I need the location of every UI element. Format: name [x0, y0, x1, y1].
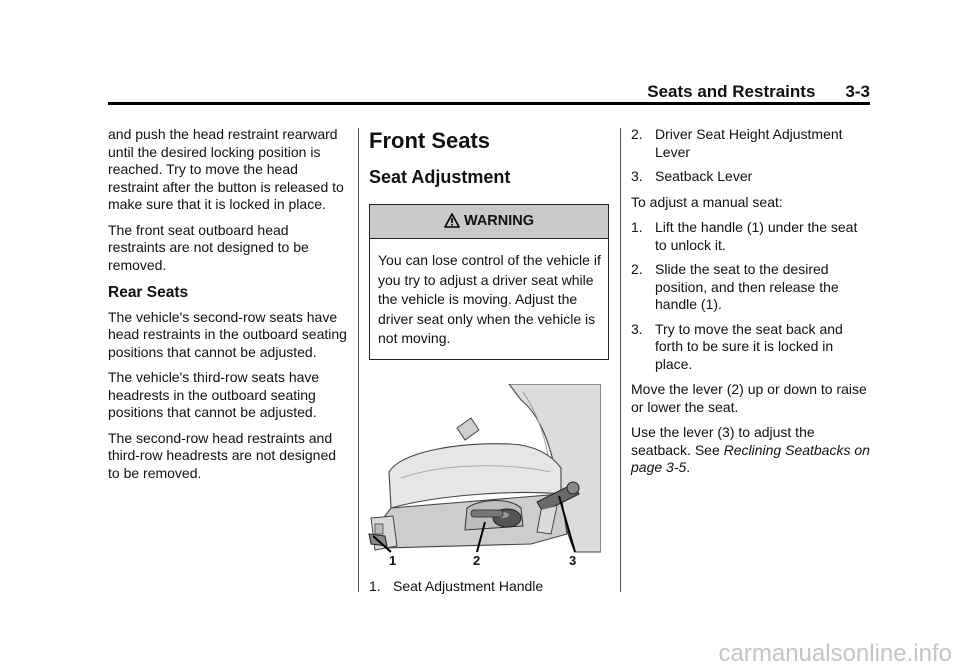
header-title: Seats and Restraints — [647, 82, 816, 101]
outboard-paragraph: The front seat outboard head restraints are not designed to be removed. — [108, 221, 309, 273]
second-row-paragraph: The vehicle's second-row seats have head restraints in the outboard seating positions that cannot be adjusted. — [108, 308, 347, 360]
seatback-lever-paragraph: Use the lever (3) to adjust the seatback. See Reclining Seatbacks on page 3-5. — [631, 424, 870, 475]
seat-illustration — [361, 384, 601, 570]
list-item: 3. Seatback Lever — [631, 168, 753, 184]
list-item: 2. Slide the seat to the desired position, and then release the handle (1). — [631, 261, 839, 312]
adjust-steps — [631, 219, 871, 373]
height-lever-paragraph: Move the lever (2) up or down to raise or lower the seat. — [631, 381, 867, 415]
column-2 — [369, 126, 609, 603]
warning-header — [370, 205, 608, 239]
page-number: 3-3 — [845, 82, 870, 101]
column-3 — [631, 126, 871, 485]
header-rule — [108, 102, 870, 105]
seat-figure — [361, 384, 601, 570]
third-row-paragraph: The vehicle's third-row seats have headrests in the outboard seating positions that cannot be adjusted. — [108, 369, 320, 420]
head-restraint-paragraph: and push the head restraint rearward until the desired locking position is reached. Try to move the head restraint after the button is released to make sure that it is locked in place. — [108, 126, 344, 212]
list-item: 1. Lift the handle (1) under the seat to unlock it. — [631, 219, 858, 253]
warning-title: WARNING — [463, 213, 535, 229]
list-item: 1. Seat Adjustment Handle — [369, 577, 544, 594]
list-item: 2. Driver Seat Height Adjustment Lever — [631, 126, 843, 160]
figure-legend-continued — [631, 126, 871, 186]
column-divider-1 — [358, 128, 359, 592]
removal-paragraph: The second-row head restraints and third-row headrests are not designed to be removed. — [108, 429, 337, 481]
warning-box — [369, 204, 609, 360]
rear-seats-heading: Rear Seats — [108, 284, 189, 301]
list-item: 3. Try to move the seat back and forth to be sure it is locked in place. — [631, 320, 843, 372]
subsection-title: Seat Adjustment — [369, 167, 511, 187]
figure-label-2: 2 — [473, 552, 481, 568]
page-header — [108, 80, 870, 104]
adjust-intro: To adjust a manual seat: — [631, 193, 783, 210]
warning-text: You can lose control of the vehicle if you try to adjust a driver seat while the vehicle is moving. Adjust the driver seat only when the vehicle is not moving. — [378, 252, 601, 346]
figure-label-3: 3 — [569, 552, 577, 568]
figure-legend — [369, 578, 609, 596]
warning-triangle-icon — [444, 208, 460, 241]
watermark: carmanualsonline.info — [718, 640, 952, 667]
column-1 — [108, 126, 348, 490]
figure-label-1: 1 — [389, 552, 397, 568]
reclining-seatbacks-link[interactable]: Reclining Seatbacks on page 3-5 — [631, 441, 870, 475]
column-divider-2 — [620, 128, 621, 592]
section-title: Front Seats — [369, 128, 491, 153]
